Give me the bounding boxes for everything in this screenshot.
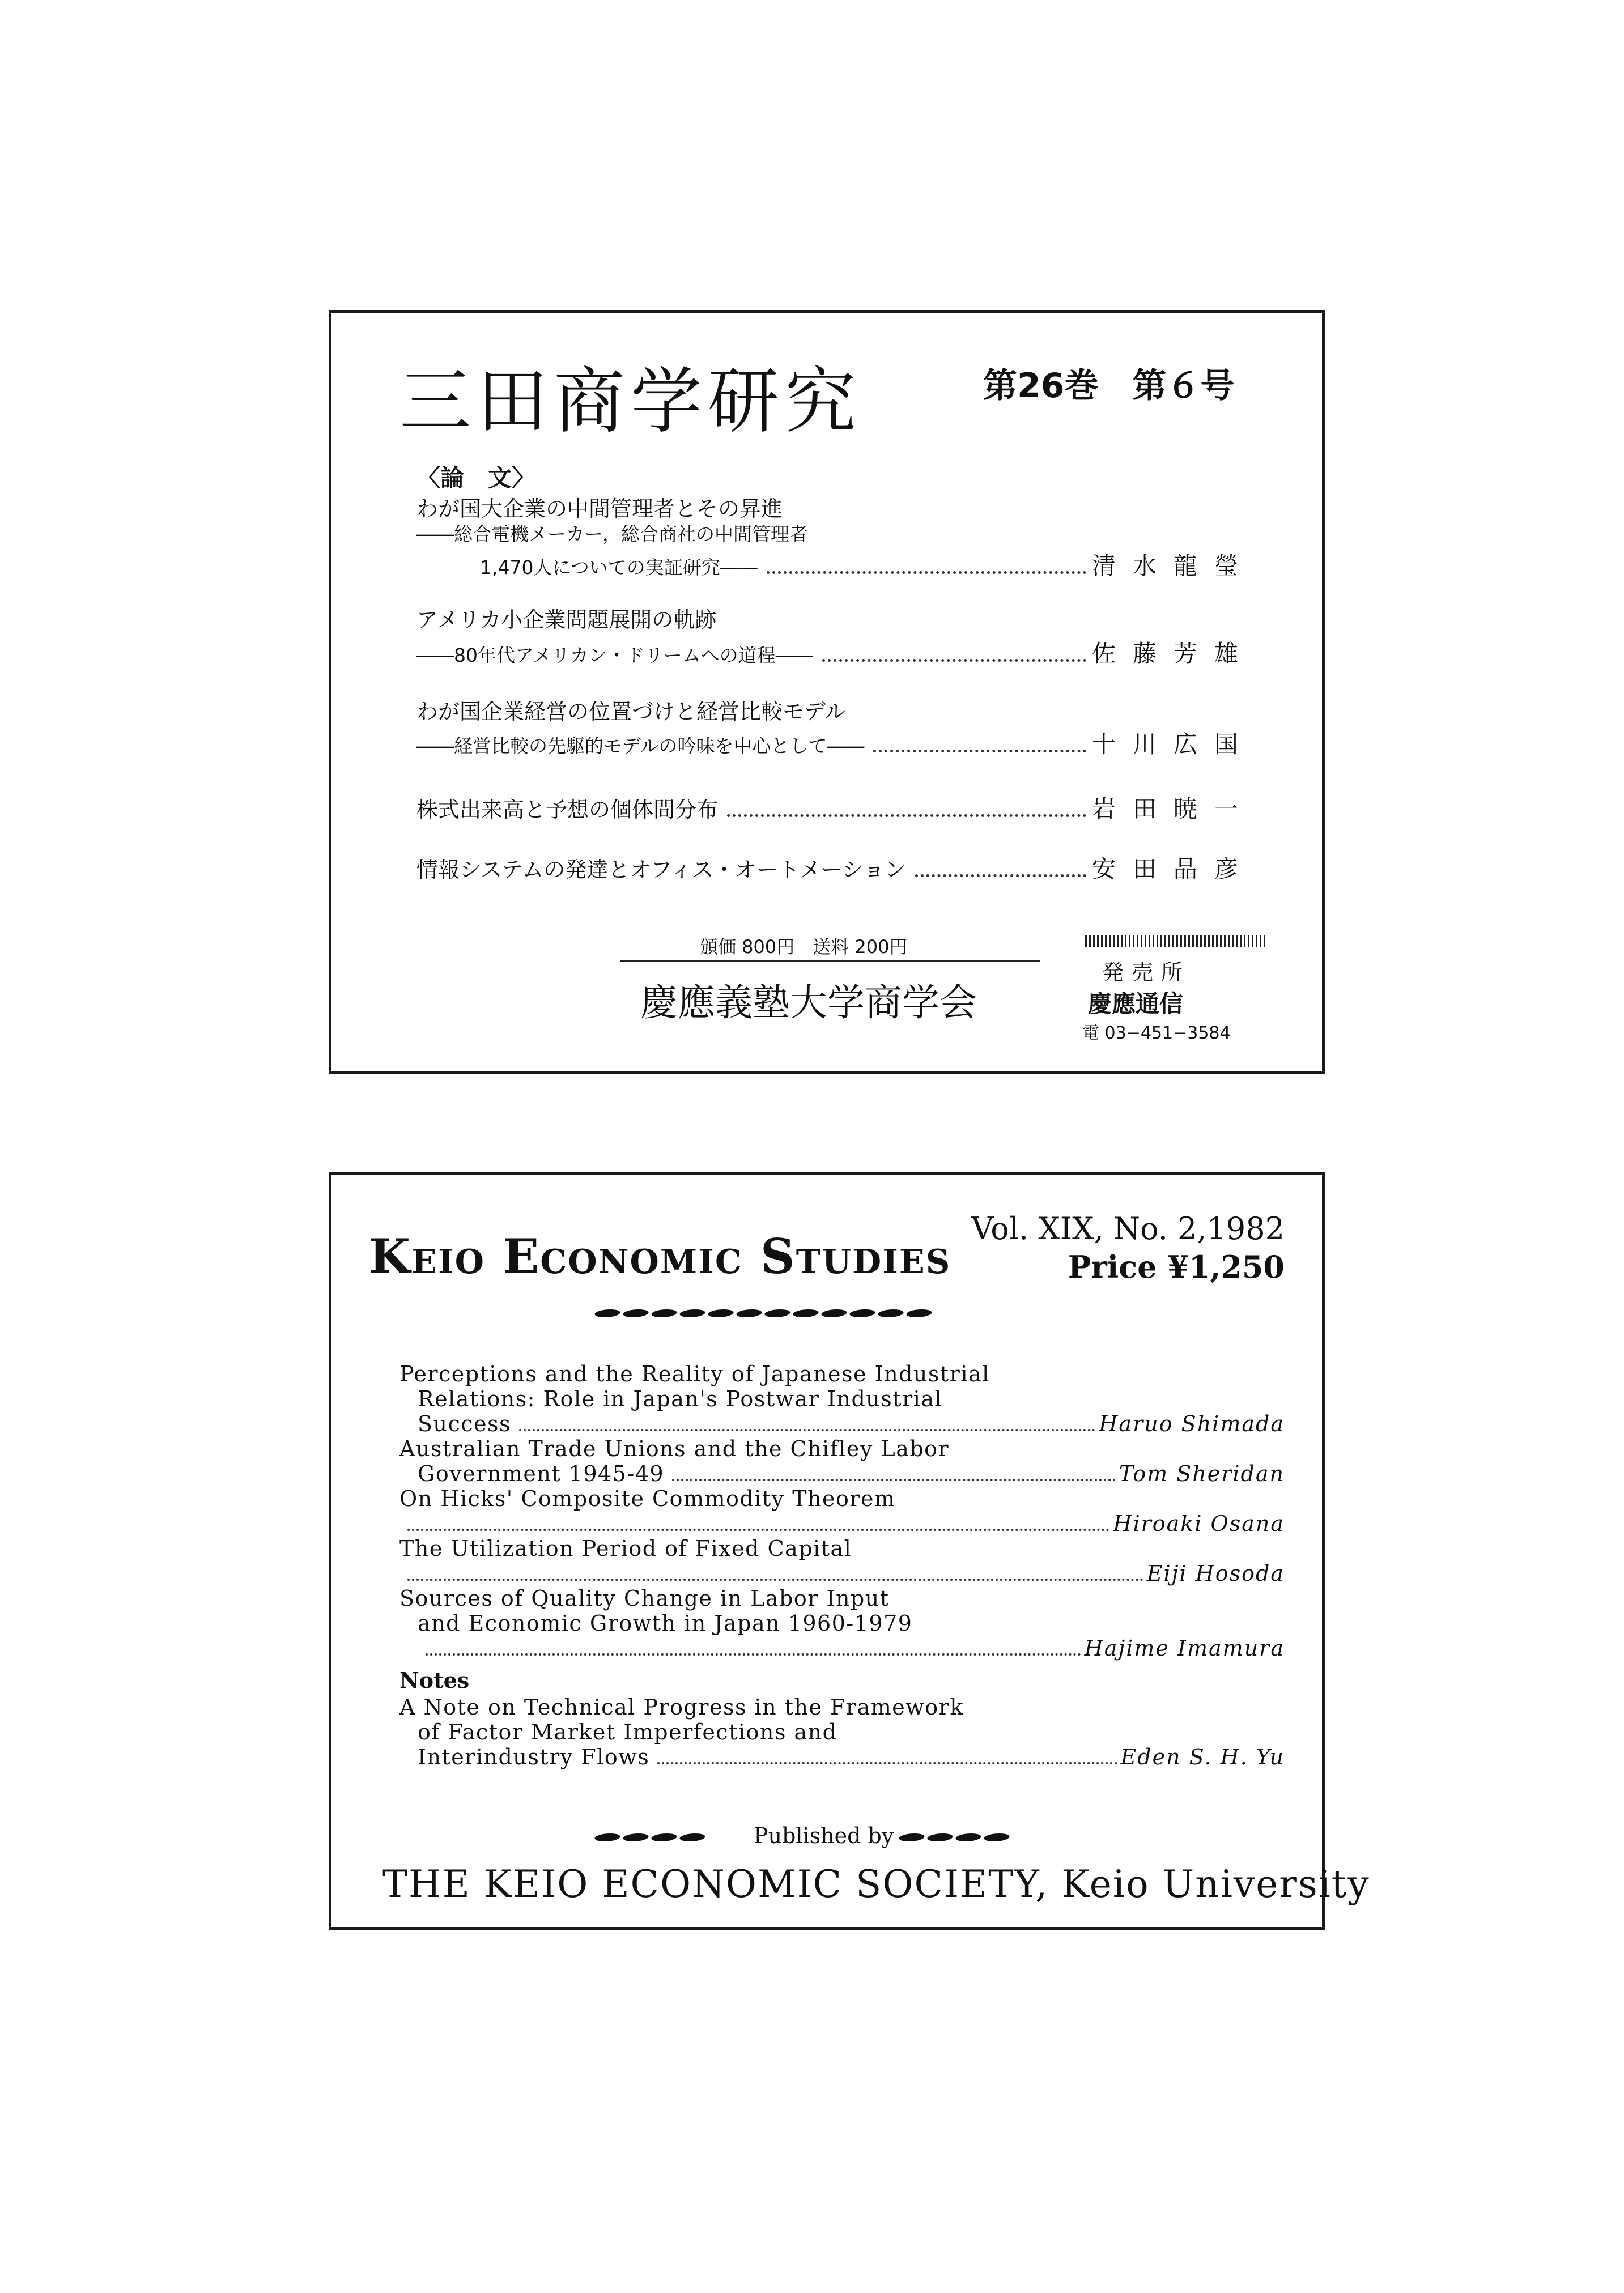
- article-author: 十川広国: [1092, 730, 1256, 758]
- article-title: 情報システムの発達とオフィス・オートメーション: [416, 857, 907, 882]
- note-author: Eden S. H. Yu: [1120, 1745, 1285, 1769]
- toc-row: [418, 1636, 1285, 1661]
- seller-label: 発売所: [1102, 960, 1191, 985]
- phone: 電 03−451−3584: [1082, 1023, 1231, 1043]
- article-title: Success: [418, 1411, 512, 1436]
- article-author: Tom Sheridan: [1119, 1461, 1285, 1486]
- barcode-strip: [1085, 935, 1266, 947]
- dot-leader: [727, 814, 1086, 817]
- journal-title: Keio Economic Studies: [369, 1228, 951, 1284]
- journal-title: 三田商学研究: [399, 360, 862, 443]
- note-title: Interindustry Flows: [418, 1745, 650, 1769]
- toc-row: [416, 635, 1285, 669]
- seller: 慶應通信: [1088, 990, 1184, 1018]
- toc-row: [418, 1461, 1285, 1486]
- dot-leader: [519, 1429, 1095, 1431]
- article-title: On Hicks' Composite Commodity Theorem: [399, 1486, 896, 1511]
- article-author: Eiji Hosoda: [1146, 1561, 1285, 1586]
- article-subtitle: ――80年代アメリカン・ドリームへの道程――: [416, 644, 813, 666]
- ornament-divider: [595, 1309, 932, 1317]
- article-subtitle: ――総合電機メーカー，総合商社の中間管理者: [416, 523, 809, 545]
- article-title: 株式出来高と予想の個体間分布: [416, 797, 719, 822]
- dot-leader: [407, 1529, 1109, 1531]
- dot-leader: [407, 1579, 1143, 1581]
- publisher: 慶應義塾大学商学会: [640, 981, 977, 1024]
- article-title: わが国企業経営の位置づけと経営比較モデル: [416, 699, 847, 724]
- toc-row: [418, 1745, 1285, 1769]
- article-subtitle: ――経営比較の先駆的モデルの吟味を中心として――: [416, 735, 865, 757]
- toc-row: [418, 1411, 1285, 1436]
- article-author: Haruo Shimada: [1099, 1411, 1285, 1436]
- dot-leader: [767, 571, 1086, 574]
- toc-row: [399, 1561, 1285, 1586]
- volume-block: [971, 1210, 1285, 1286]
- dot-leader: [873, 750, 1086, 752]
- toc-row: [480, 547, 1285, 581]
- keio-economic-studies-ad: [329, 1172, 1370, 1930]
- mita-shogaku-ad: [329, 310, 1325, 1074]
- article-author: Hiroaki Osana: [1113, 1511, 1285, 1536]
- note-title: A Note on Technical Progress in the Framework: [399, 1695, 964, 1720]
- section-label: 〈論 文〉: [416, 464, 536, 492]
- toc-row: [416, 790, 1285, 824]
- note-title: of Factor Market Imperfections and: [418, 1720, 837, 1745]
- dot-leader: [426, 1653, 1081, 1656]
- article-title: Government 1945-49: [418, 1461, 665, 1486]
- article-title: アメリカ小企業問題展開の軌跡: [416, 607, 717, 632]
- ornament-right: [899, 1833, 1009, 1841]
- price: 頒価 800円 送料 200円: [700, 936, 908, 958]
- journal-volume: Vol. XIX, No. 2,1982: [971, 1211, 1285, 1247]
- article-author: 安田晶彦: [1092, 855, 1256, 883]
- dot-leader: [822, 659, 1086, 662]
- divider: [620, 960, 1040, 962]
- article-author: 清水龍瑩: [1092, 552, 1256, 580]
- article-subtitle: 1,470人についての実証研究――: [480, 556, 758, 578]
- society-name: THE KEIO ECONOMIC SOCIETY, Keio University: [382, 1862, 1370, 1906]
- article-author: 岩田暁一: [1092, 795, 1256, 823]
- toc-row: [399, 1511, 1285, 1536]
- article-author: 佐藤芳雄: [1092, 640, 1256, 667]
- dot-leader: [657, 1762, 1117, 1764]
- toc-row: [416, 850, 1285, 884]
- article-title: The Utilization Period of Fixed Capital: [399, 1536, 852, 1561]
- toc-row: [416, 726, 1285, 760]
- price: Price ¥1,250: [1068, 1248, 1285, 1285]
- article-title: Australian Trade Unions and the Chifley Labor: [399, 1436, 950, 1461]
- article-title: Sources of Quality Change in Labor Input: [399, 1586, 890, 1611]
- dot-leader: [915, 874, 1086, 877]
- notes-heading: Notes: [399, 1667, 470, 1693]
- journal-volume: 第26巻 第６号: [983, 366, 1235, 406]
- article-author: Hajime Imamura: [1084, 1636, 1285, 1661]
- dot-leader: [672, 1479, 1116, 1481]
- article-title: and Economic Growth in Japan 1960-1979: [418, 1611, 913, 1636]
- ornament-left: [595, 1833, 705, 1841]
- article-title: わが国大企業の中間管理者とその昇進: [416, 496, 783, 521]
- article-title: Relations: Role in Japan's Postwar Industrial: [418, 1386, 943, 1411]
- article-title: Perceptions and the Reality of Japanese Industrial: [399, 1362, 990, 1386]
- published-by: Published by: [754, 1823, 894, 1848]
